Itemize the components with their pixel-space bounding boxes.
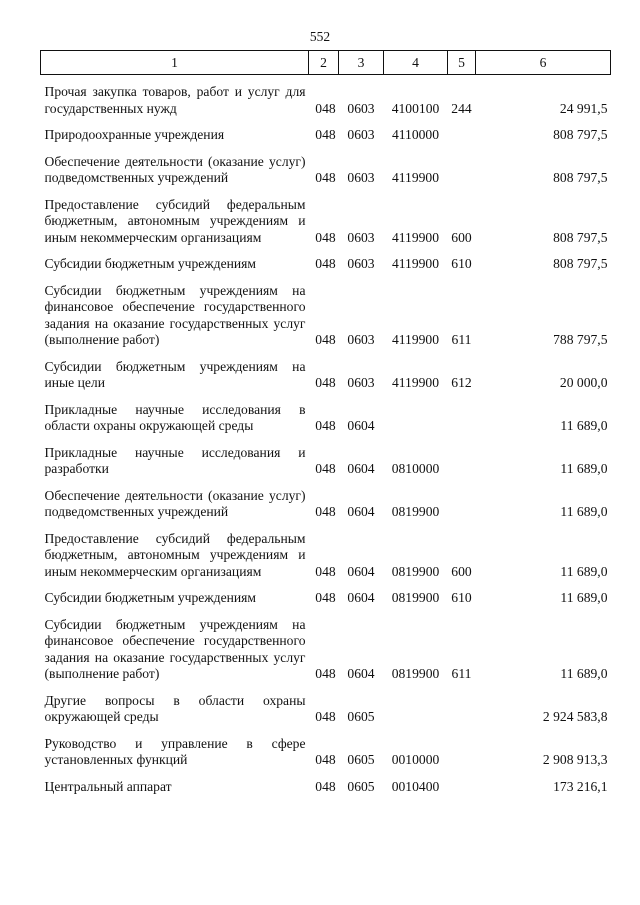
row-name: Субсидии бюджетным учреждениям [44,590,257,605]
section-code: 0604 [347,461,375,476]
column-header: 3 [339,51,384,75]
section-code: 0605 [347,752,375,767]
row-name: Субсидии бюджетным учреждениям на финансовое обеспечение государственного задания на оказание государственных услуг (выполнение работ) [44,616,306,681]
target-article-code: 4119900 [391,256,440,271]
target-article-code: 4119900 [391,375,440,390]
ministry-code: 048 [315,375,336,390]
row-name: Обеспечение деятельности (оказание услуг) подведомственных учреждений [44,487,306,519]
ministry-code: 048 [315,563,336,579]
amount: 11 689,0 [560,563,608,579]
table-row [41,683,611,726]
ministry-code: 048 [315,709,336,724]
section-code: 0603 [347,127,375,142]
section-code: 0603 [347,375,375,390]
section-code: 0603 [347,332,375,347]
row-name: Природоохранные учреждения [44,127,225,142]
amount: 11 689,0 [560,461,608,476]
page-number: 552 [309,29,331,44]
column-header: 5 [448,51,476,75]
amount: 808 797,5 [553,170,608,185]
table-row [41,521,611,581]
target-article-code: 4110000 [391,127,440,142]
ministry-code: 048 [315,752,336,767]
ministry-code: 048 [315,778,336,794]
table-row [41,273,611,349]
section-code: 0605 [347,709,375,724]
target-article-code [384,683,448,726]
section-code: 0604 [347,418,375,433]
row-name: Руководство и управление в сфере установленных функций [44,735,306,767]
ministry-code: 048 [315,590,336,605]
section-code: 0603 [347,256,375,271]
row-name: Центральный аппарат [44,778,172,794]
ministry-code: 048 [315,418,336,433]
expense-type-code: 611 [451,332,472,347]
budget-table [40,50,611,795]
ministry-code: 048 [315,127,336,142]
amount: 11 689,0 [560,418,608,433]
expense-type-code [448,392,476,435]
table-row [41,580,611,607]
expense-type-code: 611 [451,666,472,681]
table-row [41,726,611,769]
row-name: Субсидии бюджетным учреждениям на финансовое обеспечение государственного задания на оказание государственных услуг (выполнение работ) [44,282,306,347]
row-name: Предоставление субсидий федеральным бюджетным, автономным учреждениям и иным некоммерческим организациям [44,530,306,579]
amount: 11 689,0 [560,590,608,605]
ministry-code: 048 [315,100,336,116]
table-row [41,187,611,247]
row-name: Прикладные научные исследования в области охраны окружающей среды [44,401,306,433]
header-row [41,51,611,75]
row-name: Предоставление субсидий федеральным бюджетным, автономным учреждениям и иным некоммерческим организациям [44,196,306,245]
table-row [41,349,611,392]
target-article-code [384,392,448,435]
amount: 11 689,0 [560,666,608,681]
column-header: 1 [41,51,309,75]
target-article-code: 0010400 [391,778,440,794]
column-header: 6 [476,51,611,75]
expense-type-code [448,117,476,144]
section-code: 0604 [347,590,375,605]
row-name: Прикладные научные исследования и разработки [44,444,306,476]
section-code: 0603 [347,100,375,116]
row-name: Обеспечение деятельности (оказание услуг) подведомственных учреждений [44,153,306,185]
target-article-code: 4100100 [391,100,440,116]
amount: 173 216,1 [553,778,608,794]
expense-type-code: 610 [451,590,472,605]
section-code: 0603 [347,170,375,185]
table-row [41,478,611,521]
section-code: 0604 [347,504,375,519]
amount: 24 991,5 [559,100,608,116]
expense-type-code: 600 [451,563,472,579]
target-article-code: 0010000 [391,752,440,767]
ministry-code: 048 [315,461,336,476]
ministry-code: 048 [315,332,336,347]
ministry-code: 048 [315,666,336,681]
expense-type-code: 600 [451,229,472,245]
column-header: 4 [384,51,448,75]
target-article-code: 4119900 [391,229,440,245]
target-article-code: 4119900 [391,170,440,185]
target-article-code: 0819900 [391,590,440,605]
table-row [41,769,611,796]
amount: 2 924 583,8 [542,709,608,724]
amount: 808 797,5 [553,127,608,142]
row-name: Другие вопросы в области охраны окружающей среды [44,692,306,724]
ministry-code: 048 [315,504,336,519]
table-row [41,435,611,478]
expense-type-code: 612 [451,375,472,390]
row-name: Прочая закупка товаров, работ и услуг для государственных нужд [44,84,306,116]
expense-type-code: 610 [451,256,472,271]
section-code: 0603 [347,229,375,245]
amount: 20 000,0 [559,375,608,390]
table-row [41,607,611,683]
expense-type-code [448,683,476,726]
table-row [41,392,611,435]
amount: 11 689,0 [560,504,608,519]
ministry-code: 048 [315,229,336,245]
ministry-code: 048 [315,256,336,271]
amount: 2 908 913,3 [542,752,608,767]
row-name: Субсидии бюджетным учреждениям [44,256,257,271]
expense-type-code [448,726,476,769]
section-code: 0605 [347,778,375,794]
expense-type-code: 244 [451,100,472,116]
target-article-code: 0810000 [391,461,440,476]
target-article-code: 0819900 [391,666,440,681]
target-article-code: 4119900 [391,332,440,347]
target-article-code: 0819900 [391,504,440,519]
ministry-code: 048 [315,170,336,185]
amount: 808 797,5 [553,256,608,271]
expense-type-code [448,435,476,478]
table-row [41,246,611,273]
expense-type-code [448,478,476,521]
table-row [41,75,611,118]
target-article-code: 0819900 [391,563,440,579]
section-code: 0604 [347,563,375,579]
amount: 788 797,5 [553,332,608,347]
table-row [41,117,611,144]
row-name: Субсидии бюджетным учреждениям на иные цели [44,358,306,390]
expense-type-code [448,769,476,796]
amount: 808 797,5 [553,229,608,245]
column-header: 2 [309,51,339,75]
section-code: 0604 [347,666,375,681]
expense-type-code [448,144,476,187]
table-row [41,144,611,187]
